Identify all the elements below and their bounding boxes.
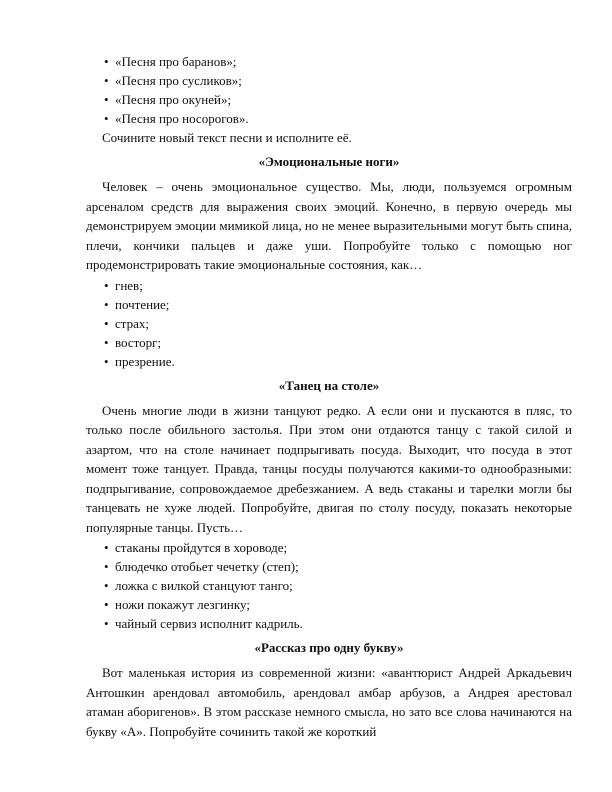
bullet-icon: •	[104, 111, 109, 126]
section-heading-one-letter-story: «Рассказ про одну букву»	[254, 640, 404, 655]
list-item: • «Песня про сусликов»;	[104, 73, 242, 88]
bullet-icon: •	[104, 54, 109, 69]
bullet-icon: •	[104, 92, 109, 107]
bullet-icon: •	[104, 616, 109, 631]
section-paragraph: Вот маленькая история из современной жизни: «авантюрист Андрей Аркадьевич Антошкин арендовал автомобиль, арендовал амбар арбузов, а Андрея арестовал атаман аборигенов». В этом рассказе немного смысла, но зато все слова начинаются на букву «А». Попробуйте сочинить такой же короткий	[86, 665, 572, 739]
song-list	[86, 52, 572, 128]
bullet-icon: •	[104, 540, 109, 555]
list-item: • «Песня про носорогов».	[104, 111, 249, 126]
bullet-icon: •	[104, 277, 109, 293]
bullet-icon: •	[104, 597, 109, 612]
list-item: • страх;	[104, 315, 149, 331]
bullet-icon: •	[104, 315, 109, 331]
list-item: • «Песня про баранов»;	[104, 54, 237, 69]
section-paragraph: Человек – очень эмоциональное существо. Мы, люди, пользуемся огромным арсеналом средств для выражения своих эмоций. Конечно, в первую очередь мы демонстрируем эмоции мимикой лица, но не менее выразительными могут быть спина, плечи, кончики пальцев и даже уши. Попробуйте только с помощью ног продемонстрировать такие эмоциональные состояния, как…	[86, 179, 572, 272]
list-item: • ложка с вилкой станцуют танго;	[104, 578, 293, 593]
instruction-text: Сочините новый текст песни и исполните её.	[102, 130, 352, 145]
bullet-icon: •	[104, 334, 109, 350]
list-item: • чайный сервиз исполнит кадриль.	[104, 616, 303, 631]
section-heading-table-dance: «Танец на столе»	[278, 377, 380, 393]
bullet-icon: •	[104, 559, 109, 574]
list-item: • блюдечко отобьет чечетку (степ);	[104, 559, 299, 574]
emotion-list	[86, 276, 572, 371]
section-heading-emotional-legs: «Эмоциональные ноги»	[258, 154, 400, 169]
list-item: • ножи покажут лезгинку;	[104, 597, 250, 612]
list-item: • почтение;	[104, 296, 170, 312]
list-item: • гнев;	[104, 277, 143, 293]
bullet-icon: •	[104, 296, 109, 312]
list-item: • презрение.	[104, 353, 175, 369]
bullet-icon: •	[104, 578, 109, 593]
list-item: • восторг;	[104, 334, 162, 350]
list-item: • «Песня про окуней»;	[104, 92, 232, 107]
section-paragraph: Очень многие люди в жизни танцуют редко. А если они и пускаются в пляс, то только после обильного застолья. При этом они отдаются танцу с такой силой и азартом, что на столе начинает подпрыгивать посуда. Выходит, что посуда в этот момент тоже танцует. Правда, танцы посуды получаются какими-то однообразными: подпрыгивание, сопровождаемое дребезжанием. А ведь стаканы и тарелки могли бы танцевать не хуже людей. Попробуйте, двигая по столу посуду, показать некоторые популярные танцы. Пусть…	[86, 402, 572, 535]
list-item: • стаканы пройдутся в хороводе;	[104, 540, 288, 555]
bullet-icon: •	[104, 353, 109, 369]
bullet-icon: •	[104, 73, 109, 88]
dance-list	[86, 538, 572, 633]
